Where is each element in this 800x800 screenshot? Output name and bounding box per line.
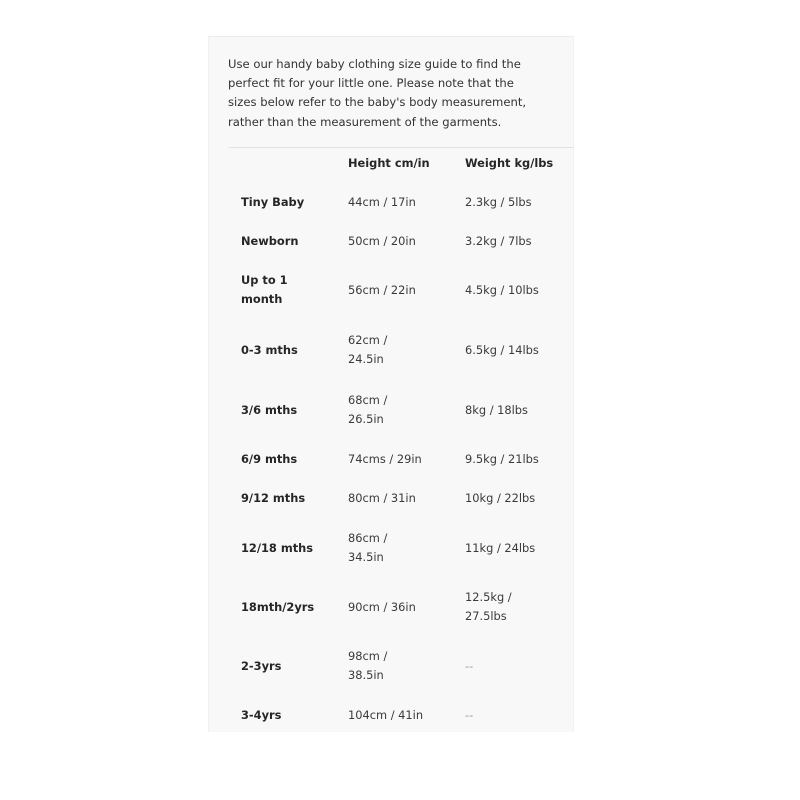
size-label: 3-4yrs [241,708,282,722]
size-label: 18mth/2yrs [241,600,315,614]
weight-value: 10kg / 22lbs [465,491,536,505]
column-header-weight: Weight kg/lbs [465,156,554,170]
table-top-divider [228,147,574,148]
weight-value: 6.5kg / 14lbs [465,343,539,357]
height-value: 86cm / 34.5in [348,531,388,564]
weight-value: 12.5kg / 27.5lbs [465,590,512,623]
weight-value: 2.3kg / 5lbs [465,195,532,209]
height-value: 50cm / 20in [348,234,416,248]
height-value: 74cms / 29in [348,452,422,466]
weight-value: -- [465,659,474,673]
size-label: 0-3 mths [241,343,298,357]
weight-value: -- [465,708,474,722]
height-value: 68cm / 26.5in [348,393,388,426]
size-label: Newborn [241,234,299,248]
intro-text: Use our handy baby clothing size guide to find the perfect fit for your little one. Please note that the sizes below refer to the baby's body measurement, rather than the measurement of the garments. [228,57,527,129]
height-value: 90cm / 36in [348,600,416,614]
size-label: Tiny Baby [241,195,305,209]
height-value: 104cm / 41in [348,708,424,722]
size-label: 6/9 mths [241,452,298,466]
size-label: 2-3yrs [241,659,282,673]
size-label: 12/18 mths [241,541,314,555]
weight-value: 9.5kg / 21lbs [465,452,539,466]
size-label: Up to 1 month [241,273,288,306]
height-value: 62cm / 24.5in [348,333,388,366]
height-value: 56cm / 22in [348,283,416,297]
weight-value: 3.2kg / 7lbs [465,234,532,248]
height-value: 80cm / 31in [348,491,416,505]
height-value: 44cm / 17in [348,195,416,209]
size-label: 3/6 mths [241,403,298,417]
size-guide-panel [208,36,574,732]
weight-value: 8kg / 18lbs [465,403,528,417]
height-value: 98cm / 38.5in [348,649,388,682]
weight-value: 4.5kg / 10lbs [465,283,539,297]
size-label: 9/12 mths [241,491,306,505]
weight-value: 11kg / 24lbs [465,541,536,555]
column-header-height: Height cm/in [348,156,430,170]
